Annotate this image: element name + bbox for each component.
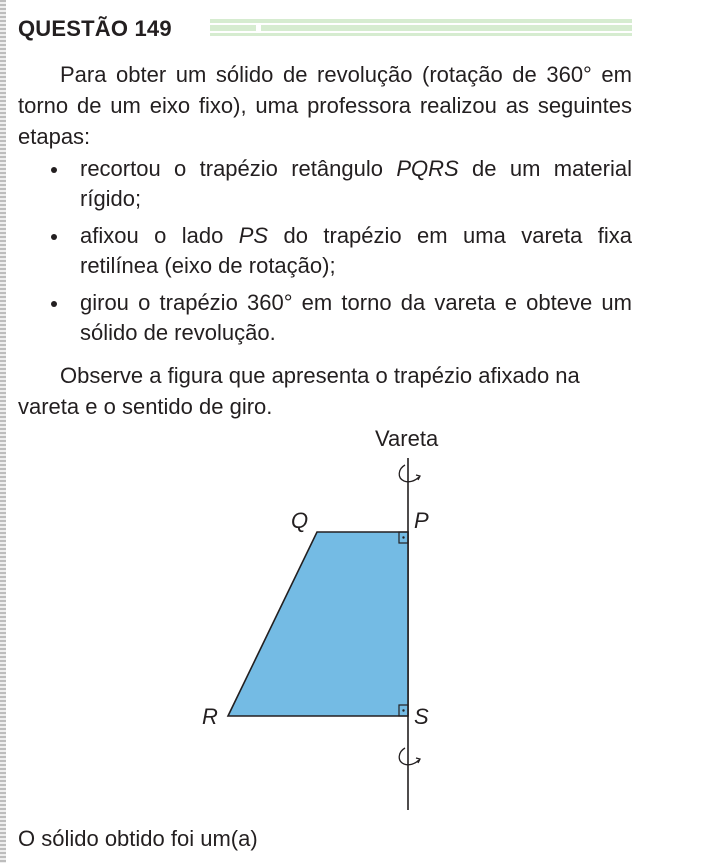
page-margin-rule <box>0 0 6 863</box>
trapezoid-pqrs <box>228 532 408 716</box>
step-item: girou o trapézio 360° em torno da vareta e obteve um sólido de revolução. <box>48 288 632 348</box>
intro-paragraph: Para obter um sólido de revolução (rotação de 360° em torno de um eixo fixo), uma professora realizou as seguintes etapas: <box>18 62 632 149</box>
vertex-label-r: R <box>202 704 218 729</box>
question-title: QUESTÃO 149 <box>18 16 172 41</box>
rod-label: Vareta <box>375 426 439 451</box>
header-decorative-bar <box>210 19 632 34</box>
question-header <box>18 14 634 44</box>
vertex-label-s: S <box>414 704 429 729</box>
steps-list <box>48 154 632 355</box>
step-item: recortou o trapézio retângulo PQRS de um material rígido; <box>48 154 632 214</box>
observe-paragraph: Observe a figura que apresenta o trapézio afixado na vareta e o sentido de giro. <box>18 363 580 419</box>
vertex-label-q: Q <box>291 508 309 533</box>
trapezoid-figure <box>190 420 490 815</box>
vertex-label-p: P <box>414 508 429 533</box>
rotation-arrow-icon <box>399 748 420 765</box>
rotation-arrow-icon <box>399 465 420 482</box>
question-prompt: O sólido obtido foi um(a) <box>18 826 258 851</box>
step-item: afixou o lado PS do trapézio em uma vareta fixa retilínea (eixo de rotação); <box>48 221 632 281</box>
